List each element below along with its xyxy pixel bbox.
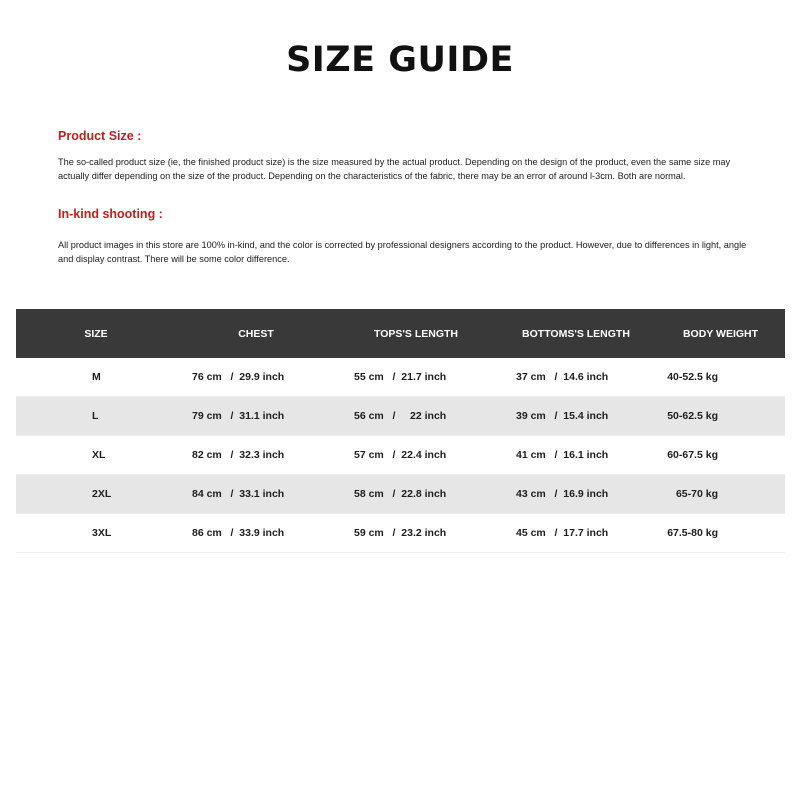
tops-length-cell: 58 cm / 22.8 inch xyxy=(336,475,496,514)
header-size: SIZE xyxy=(16,309,176,358)
size-cell: 2XL xyxy=(16,475,176,514)
header-chest: CHEST xyxy=(176,309,336,358)
bottoms-length-cell: 39 cm / 15.4 inch xyxy=(496,397,656,436)
chest-cell: 79 cm / 31.1 inch xyxy=(176,397,336,436)
bottoms-length-cell: 43 cm / 16.9 inch xyxy=(496,475,656,514)
size-cell: 3XL xyxy=(16,514,176,553)
bottoms-length-cell: 45 cm / 17.7 inch xyxy=(496,514,656,553)
in-kind-shooting-description: All product images in this store are 100% in-kind, and the color is corrected by professional designers according to the product. However, due to differences in light, angle and display contrast. There will be some color difference. xyxy=(58,240,747,264)
page-title: SIZE GUIDE xyxy=(286,40,514,80)
size-table xyxy=(16,309,785,553)
in-kind-shooting-heading: In-kind shooting : xyxy=(58,207,163,221)
size-cell: L xyxy=(16,397,176,436)
table-row xyxy=(16,475,785,514)
table-row xyxy=(16,397,785,436)
chest-cell: 84 cm / 33.1 inch xyxy=(176,475,336,514)
tops-length-cell: 55 cm / 21.7 inch xyxy=(336,358,496,397)
table-row xyxy=(16,358,785,397)
bottoms-length-cell: 37 cm / 14.6 inch xyxy=(496,358,656,397)
tops-length-cell: 59 cm / 23.2 inch xyxy=(336,514,496,553)
body-weight-cell: 40-52.5 kg xyxy=(656,358,785,397)
chest-cell: 76 cm / 29.9 inch xyxy=(176,358,336,397)
tops-length-cell: 56 cm / 22 inch xyxy=(336,397,496,436)
header-tops-length: TOPS'S LENGTH xyxy=(336,309,496,358)
header-body-weight: BODY WEIGHT xyxy=(656,309,785,358)
header-bottoms-length: BOTTOMS'S LENGTH xyxy=(496,309,656,358)
product-size-heading: Product Size : xyxy=(58,129,142,143)
product-size-description: The so-called product size (ie, the finished product size) is the size measured by the actual product. Depending on the design of the product, even the same size may actually differ depending on the size of the product. Depending on the characteristics of the fabric, there may be an error of around l-3cm. Both are normal. xyxy=(58,157,731,181)
table-header-row xyxy=(16,309,785,358)
chest-cell: 82 cm / 32.3 inch xyxy=(176,436,336,475)
tops-length-cell: 57 cm / 22.4 inch xyxy=(336,436,496,475)
size-cell: M xyxy=(16,358,176,397)
size-cell: XL xyxy=(16,436,176,475)
chest-cell: 86 cm / 33.9 inch xyxy=(176,514,336,553)
body-weight-cell: 65-70 kg xyxy=(656,475,785,514)
table-row xyxy=(16,436,785,475)
bottoms-length-cell: 41 cm / 16.1 inch xyxy=(496,436,656,475)
table-row xyxy=(16,514,785,553)
body-weight-cell: 60-67.5 kg xyxy=(656,436,785,475)
body-weight-cell: 50-62.5 kg xyxy=(656,397,785,436)
body-weight-cell: 67.5-80 kg xyxy=(656,514,785,553)
